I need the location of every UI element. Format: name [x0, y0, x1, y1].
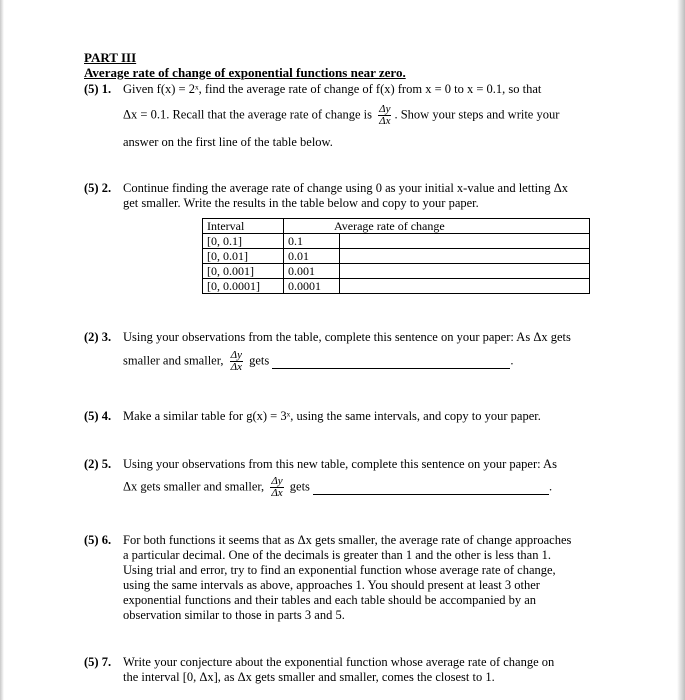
q5-line2 [123, 476, 552, 499]
q3-frac-den: Δx [230, 361, 242, 373]
q3-frac-num: Δy [230, 349, 242, 361]
q5-frac-num: Δy [271, 475, 283, 487]
header-average-rate: Average rate of change [284, 219, 590, 234]
q5-line2b: gets [289, 479, 310, 494]
q5-fraction [270, 476, 283, 499]
interval-cell: [0, 0.001] [203, 264, 284, 279]
q6-line: a particular decimal. One of the decimals is greater than 1 and the other is less than 1. [123, 548, 551, 562]
q1-line2 [123, 104, 559, 127]
q5-line1: Using your observations from this new table, complete this sentence on your paper: As [123, 457, 557, 471]
q6-line: Using trial and error, try to find an exponential function whose average rate of change, [123, 563, 556, 577]
q6-line: For both functions it seems that as Δx gets smaller, the average rate of change approaches [123, 533, 572, 547]
table-header-row [203, 219, 590, 234]
dx-cell: 0.01 [284, 249, 340, 264]
q1-line3: answer on the first line of the table below. [123, 135, 333, 149]
q6-line: using the same intervals as above, approaches 1. You should present at least 3 other [123, 578, 540, 592]
q5-end: . [549, 479, 553, 494]
q6-line: observation similar to those in parts 3 and 5. [123, 608, 345, 622]
q4-points: (5) 4. [84, 409, 112, 423]
answer-cell[interactable] [339, 279, 589, 294]
q3-fraction [230, 350, 243, 373]
dx-cell: 0.001 [284, 264, 340, 279]
q2-line1: Continue finding the average rate of change using 0 as your initial x-value and letting Δx [123, 181, 569, 195]
q3-line2 [123, 350, 514, 373]
answer-cell[interactable] [339, 234, 589, 249]
q3-end: . [510, 353, 514, 368]
q1-line1: Given f(x) = 2ˣ, find the average rate of change of f(x) from x = 0 to x = 0.1, so that [123, 82, 542, 96]
q7-line: Write your conjecture about the exponential function whose average rate of change on [123, 655, 555, 669]
q1-frac-den: Δx [379, 115, 391, 127]
q1-points: (5) 1. [84, 82, 112, 96]
q1-line2b: . Show your steps and write your [394, 107, 560, 122]
table-row [203, 279, 590, 294]
q2-line2: get smaller. Write the results in the table below and copy to your paper. [123, 196, 479, 210]
page-shadow-left [0, 0, 4, 700]
q5-frac-den: Δx [271, 487, 283, 499]
q6-points: (5) 6. [84, 533, 112, 547]
q3-line2b: gets [249, 353, 270, 368]
q3-line2a: smaller and smaller, [123, 353, 224, 368]
q5-answer-blank[interactable] [313, 479, 549, 495]
q5-points: (2) 5. [84, 457, 112, 471]
answer-cell[interactable] [339, 264, 589, 279]
header-interval: Interval [203, 219, 284, 234]
q7-points: (5) 7. [84, 655, 112, 669]
q2-points: (5) 2. [84, 181, 112, 195]
table-row [203, 249, 590, 264]
rate-table [202, 218, 590, 294]
q3-line1: Using your observations from the table, complete this sentence on your paper: As Δx gets [123, 330, 571, 344]
q1-line2a: Δx = 0.1. Recall that the average rate of change is [123, 107, 373, 122]
q1-fraction [378, 104, 391, 127]
part-title: PART III [84, 50, 137, 65]
page-shadow-right [677, 0, 685, 700]
dx-cell: 0.1 [284, 234, 340, 249]
table-row [203, 234, 590, 249]
q1-frac-num: Δy [379, 103, 391, 115]
q6-line: exponential functions and their tables and each table should be accompanied by an [123, 593, 537, 607]
q3-points: (2) 3. [84, 330, 112, 344]
interval-cell: [0, 0.1] [203, 234, 284, 249]
q7-line: the interval [0, Δx], as Δx gets smaller and smaller, comes the closest to 1. [123, 670, 495, 684]
q3-answer-blank[interactable] [272, 353, 510, 369]
dx-cell: 0.0001 [284, 279, 340, 294]
q5-line2a: Δx gets smaller and smaller, [123, 479, 265, 494]
table-row [203, 264, 590, 279]
answer-cell[interactable] [339, 249, 589, 264]
interval-cell: [0, 0.01] [203, 249, 284, 264]
q4-line1: Make a similar table for g(x) = 3ˣ, using the same intervals, and copy to your paper. [123, 409, 541, 423]
interval-cell: [0, 0.0001] [203, 279, 284, 294]
section-title: Average rate of change of exponential functions near zero. [84, 65, 406, 80]
